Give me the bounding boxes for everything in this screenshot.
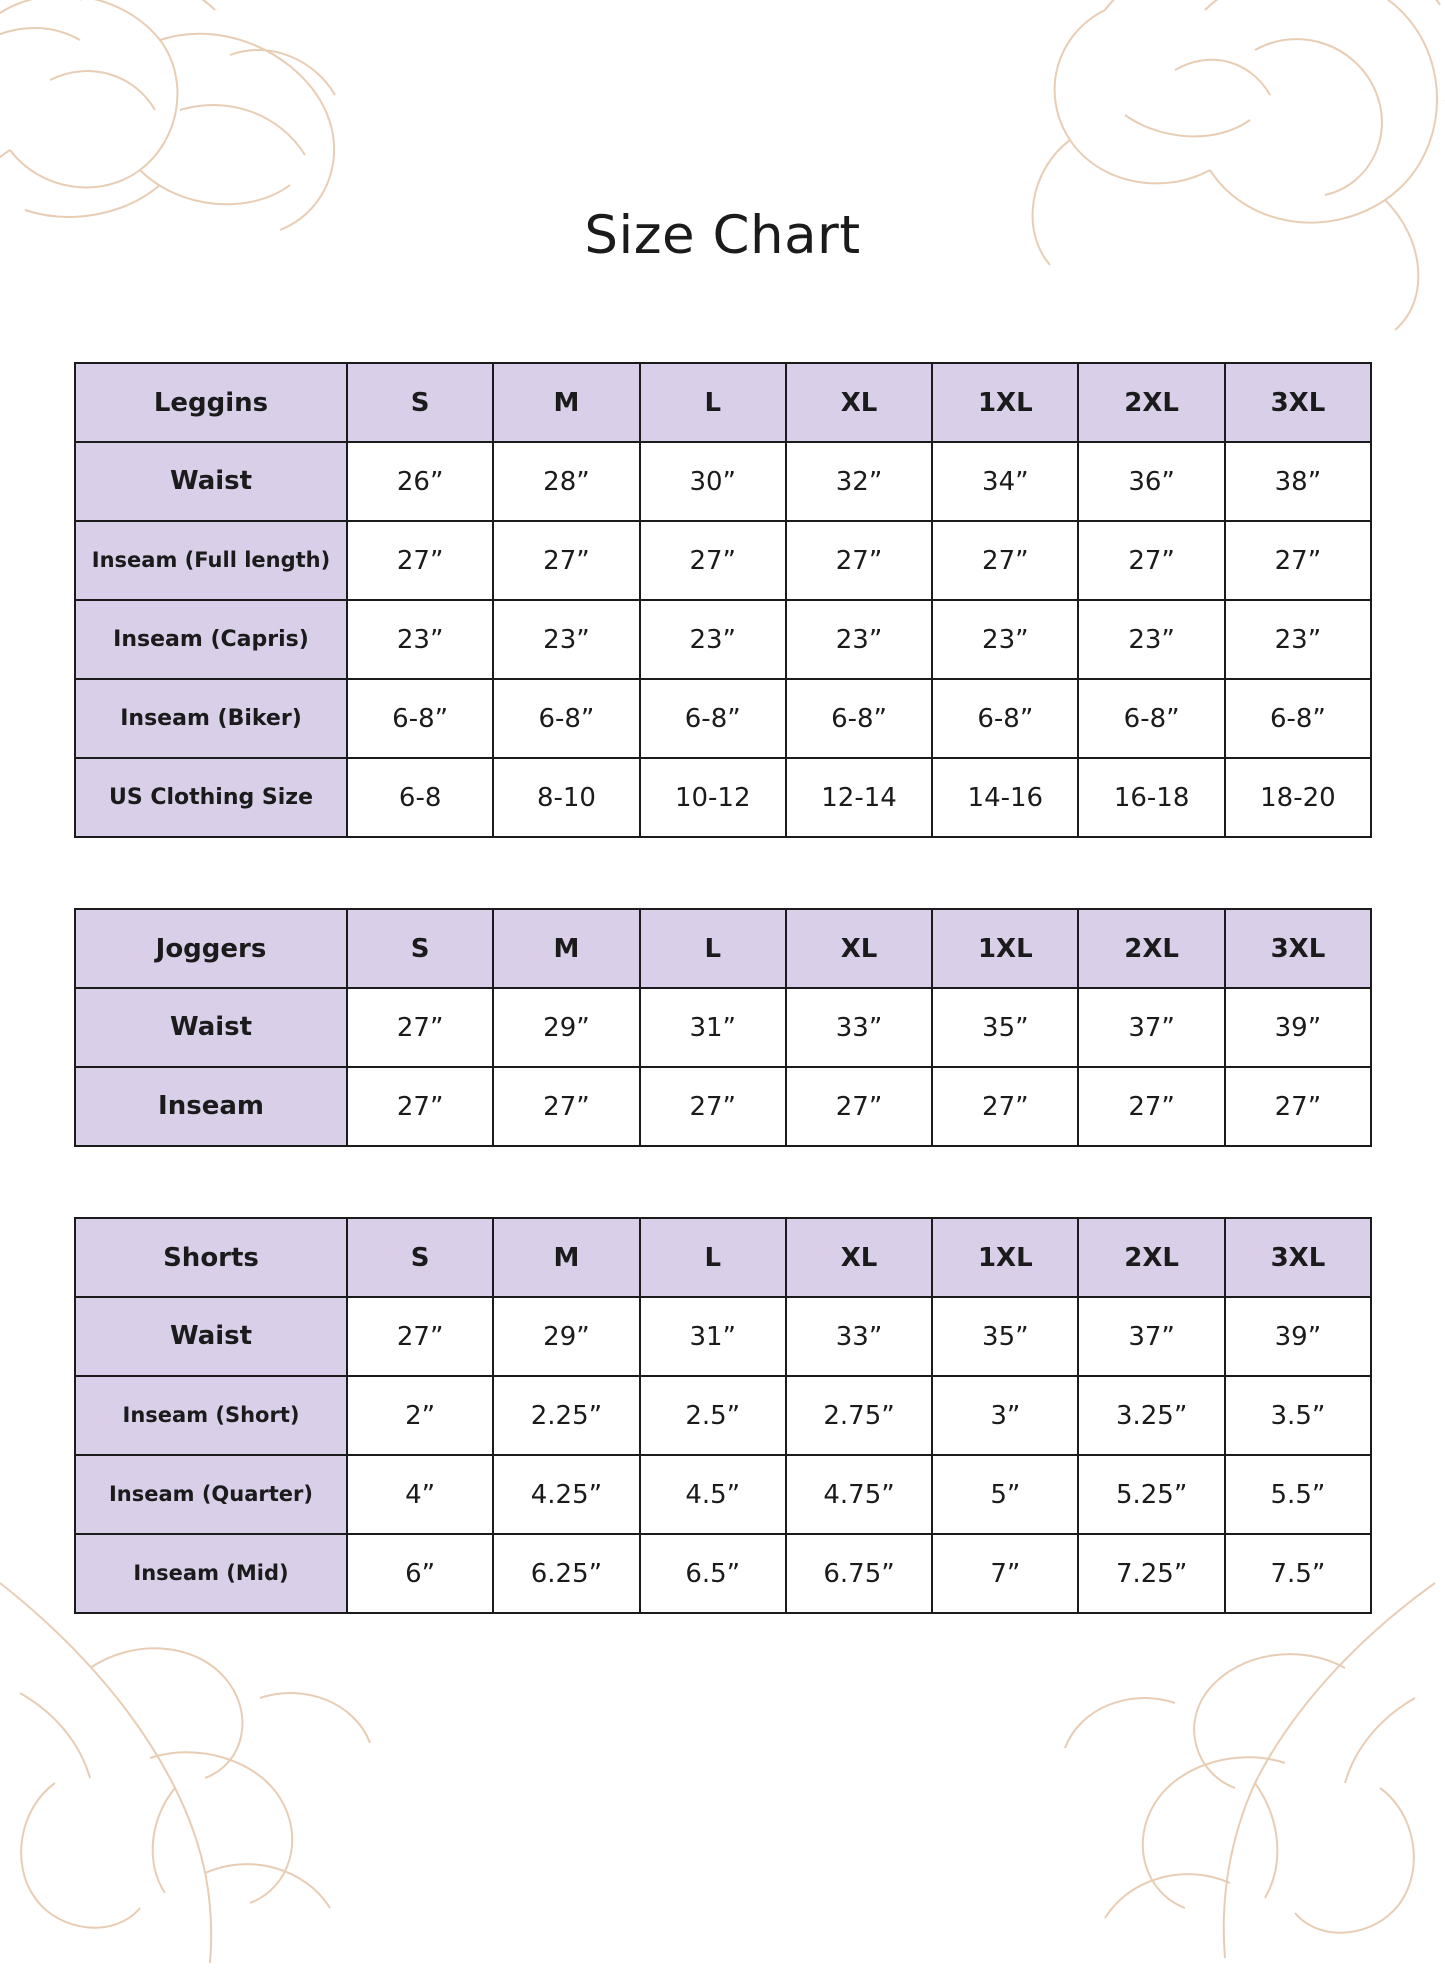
table-cell: 37” [1078,988,1224,1067]
table-header-cell: Leggins [75,363,347,442]
table-leggins [74,362,1372,838]
table-cell: 27” [347,1297,493,1376]
table-cell: 5.5” [1225,1455,1371,1534]
table-cell: 27” [786,521,932,600]
table-cell: 2.5” [640,1376,786,1455]
table-cell: 4” [347,1455,493,1534]
table-header-cell: 2XL [1078,909,1224,988]
table-row [75,988,1371,1067]
table-row [75,1297,1371,1376]
table-header-cell: 2XL [1078,363,1224,442]
table-cell: 4.5” [640,1455,786,1534]
table-header-cell: M [493,909,639,988]
table-cell: 33” [786,988,932,1067]
table-header-cell: 3XL [1225,1218,1371,1297]
table-cell: 23” [347,600,493,679]
table-cell: 6-8” [1078,679,1224,758]
table-cell: 3.25” [1078,1376,1224,1455]
table-header-cell: 3XL [1225,909,1371,988]
table-cell: 33” [786,1297,932,1376]
table-cell: 27” [1225,521,1371,600]
table-cell: 6-8” [932,679,1078,758]
table-header-cell: 1XL [932,1218,1078,1297]
table-cell: 18-20 [1225,758,1371,837]
table-cell: 31” [640,988,786,1067]
table-row [75,442,1371,521]
table-cell: 35” [932,988,1078,1067]
row-label: Waist [75,988,347,1067]
table-cell: 2” [347,1376,493,1455]
row-label: Inseam [75,1067,347,1146]
table-cell: 23” [786,600,932,679]
table-joggers [74,908,1372,1147]
table-cell: 38” [1225,442,1371,521]
table-cell: 27” [1078,521,1224,600]
table-cell: 31” [640,1297,786,1376]
row-label: Inseam (Capris) [75,600,347,679]
table-cell: 6-8” [347,679,493,758]
table-cell: 27” [347,521,493,600]
table-row [75,758,1371,837]
table-cell: 27” [932,1067,1078,1146]
floral-decoration-bottom-right [995,1563,1445,1968]
table-cell: 27” [347,1067,493,1146]
table-cell: 36” [1078,442,1224,521]
table-cell: 27” [493,521,639,600]
table-cell: 8-10 [493,758,639,837]
table-cell: 28” [493,442,639,521]
table-cell: 2.25” [493,1376,639,1455]
table-header-row [75,1218,1371,1297]
table-header-cell: S [347,909,493,988]
table-row [75,600,1371,679]
table-cell: 10-12 [640,758,786,837]
table-cell: 29” [493,1297,639,1376]
table-row [75,521,1371,600]
table-cell: 23” [640,600,786,679]
row-label: US Clothing Size [75,758,347,837]
row-label: Inseam (Full length) [75,521,347,600]
table-cell: 7.5” [1225,1534,1371,1613]
table-row [75,679,1371,758]
table-row [75,1067,1371,1146]
table-cell: 27” [347,988,493,1067]
table-header-cell: Joggers [75,909,347,988]
table-cell: 3” [932,1376,1078,1455]
table-cell: 30” [640,442,786,521]
table-cell: 2.75” [786,1376,932,1455]
table-cell: 37” [1078,1297,1224,1376]
table-header-cell: M [493,1218,639,1297]
table-cell: 5” [932,1455,1078,1534]
table-shorts [74,1217,1372,1614]
table-cell: 6-8” [640,679,786,758]
table-cell: 6-8 [347,758,493,837]
table-cell: 23” [932,600,1078,679]
table-cell: 27” [1078,1067,1224,1146]
table-cell: 23” [1225,600,1371,679]
row-label: Inseam (Quarter) [75,1455,347,1534]
table-cell: 6.75” [786,1534,932,1613]
row-label: Inseam (Biker) [75,679,347,758]
table-cell: 6-8” [1225,679,1371,758]
row-label: Inseam (Short) [75,1376,347,1455]
table-header-cell: XL [786,909,932,988]
table-header-cell: 2XL [1078,1218,1224,1297]
table-cell: 7” [932,1534,1078,1613]
table-cell: 6.25” [493,1534,639,1613]
table-cell: 35” [932,1297,1078,1376]
page-title: Size Chart [584,205,861,266]
table-cell: 29” [493,988,639,1067]
table-cell: 27” [493,1067,639,1146]
table-cell: 34” [932,442,1078,521]
table-cell: 12-14 [786,758,932,837]
table-cell: 16-18 [1078,758,1224,837]
table-cell: 5.25” [1078,1455,1224,1534]
table-header-cell: L [640,1218,786,1297]
table-cell: 4.75” [786,1455,932,1534]
table-cell: 6-8” [786,679,932,758]
table-header-cell: M [493,363,639,442]
table-cell: 4.25” [493,1455,639,1534]
table-cell: 27” [640,521,786,600]
tables-container [0,362,1445,1614]
table-cell: 27” [640,1067,786,1146]
table-cell: 23” [1078,600,1224,679]
row-label: Inseam (Mid) [75,1534,347,1613]
table-header-cell: Shorts [75,1218,347,1297]
table-cell: 27” [1225,1067,1371,1146]
table-header-cell: 1XL [932,363,1078,442]
table-cell: 7.25” [1078,1534,1224,1613]
table-cell: 3.5” [1225,1376,1371,1455]
table-cell: 27” [786,1067,932,1146]
table-cell: 39” [1225,988,1371,1067]
row-label: Waist [75,1297,347,1376]
table-cell: 39” [1225,1297,1371,1376]
table-cell: 14-16 [932,758,1078,837]
table-row [75,1376,1371,1455]
table-header-cell: S [347,363,493,442]
table-cell: 6.5” [640,1534,786,1613]
table-cell: 23” [493,600,639,679]
table-header-cell: L [640,363,786,442]
table-header-cell: S [347,1218,493,1297]
table-cell: 6” [347,1534,493,1613]
table-header-cell: L [640,909,786,988]
table-cell: 26” [347,442,493,521]
table-header-cell: 1XL [932,909,1078,988]
table-header-cell: 3XL [1225,363,1371,442]
table-header-row [75,363,1371,442]
table-row [75,1455,1371,1534]
table-cell: 32” [786,442,932,521]
table-header-cell: XL [786,1218,932,1297]
table-cell: 27” [932,521,1078,600]
table-header-row [75,909,1371,988]
table-row [75,1534,1371,1613]
table-header-cell: XL [786,363,932,442]
table-cell: 6-8” [493,679,639,758]
row-label: Waist [75,442,347,521]
